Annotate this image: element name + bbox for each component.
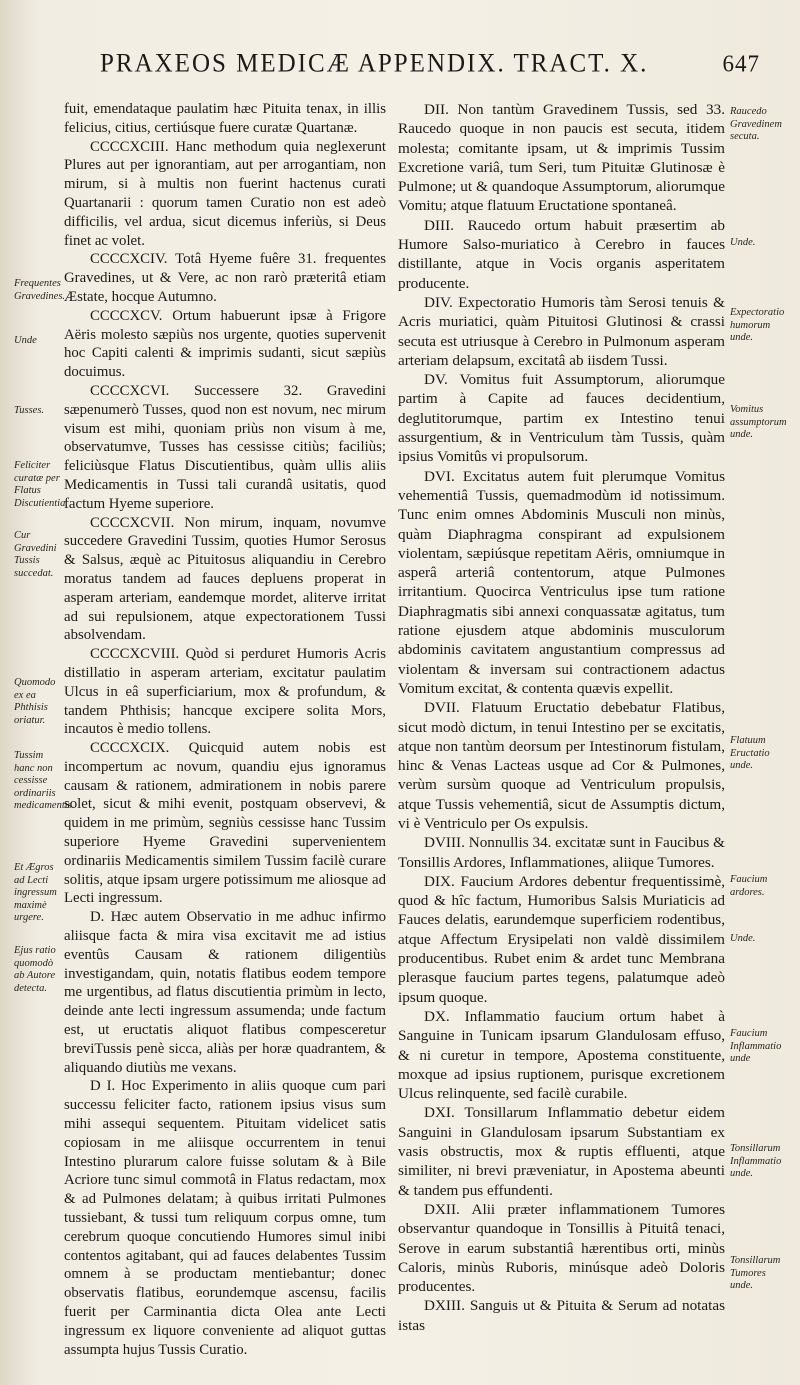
paragraph: DIX. Faucium Ardores debentur frequentissimè, quod & hîc factum, Humoribus Salsis Muriaticis ad Fauces delatis, earundemque superficiem rodentibus, atque Affectum Erysipelati non valdè dissimilem producentibus. Rubet enim & ardet tunc Membrana plerasque faucium partes tegens, palatumque adeò ipsum quoque.	[398, 872, 725, 1006]
margin-note-left: Unde	[14, 335, 37, 346]
margin-note-left: Ejus ratio quomodò ab Autore detecta.	[14, 945, 56, 994]
paragraph: DVIII. Nonnullis 34. excitatæ sunt in Faucibus & Tonsillis Ardores, Inflammationes, aliique Tumores.	[398, 834, 725, 871]
paragraph: CCCCXCVIII. Quòd si perduret Humoris Acris distillatio in asperam arteriam, excitatur paulatim Ulcus in eâ superficiarium, mox & profundum, & tandem Phthisis; hancque excipere solita Mors, incautos è medio tollens.	[64, 646, 386, 738]
paragraph: CCCCXCIX. Quicquid autem nobis est incompertum ac novum, quandiu ejus ignoramus causam & rationem, admirationem in nobis parere solet, sicut & mihi evenit, postquam observevi, & quidem in me primùm, segniùs cessisse hanc Tussim superiore Hyeme Gravedini supervenientem ordinariis Medicamentis similem Tussim facilè curare solitis, atque ipsam urgere potissimum me aliosque ad Lecti ingressum.	[64, 740, 386, 907]
paragraph: DVI. Excitatus autem fuit plerumque Vomitus vehementiâ Tussis, quemadmodùm id notissimum. Tunc enim omnes Abdominis Musculi non minùs, quàm Diaphragma conspirant ad expulsionem violentam, sæpiúsque repetitam Aëris, omniumque in asperâ arteriâ contentorum, atque Pulmones irritantium. Quocirca Ventriculus ipse tum ratione Diaphragmatis sibi annexi conquassatæ agitatus, tum ratione ejusdem atque abdominis musculorum abdominis cavitatem angustantium compressus ad violentam & inversam sui contractionem adactus Vomitum excitat, & contenta quævis expellit.	[398, 467, 725, 697]
running-title: PRAXEOS MEDICÆ APPENDIX. TRACT. X.	[100, 49, 649, 78]
paragraph: CCCCXCIII. Hanc methodum quia neglexerunt Plures aut per ignorantiam, aut per arrogantiam, non mirum, si à multis non fuerint hactenus curati Quartanarii : quorum tamen Curatio non est adeò difficilis, vel ardua, sicut dicemus inferiùs, si Deus finet ac volet.	[64, 138, 386, 249]
paragraph: CCCCXCVII. Non mirum, inquam, novumve succedere Gravedini Tussim, quoties Humor Serosus & Salsus, æquè ac Pituitosus aliquandiu in Cerebro moratus tandem ad fauces depluens properat in asperam arteriam, eandemque mordet, aliterve irritat ad sui repulsionem, atque expectorationem Tussi absolvendam.	[64, 514, 386, 644]
paragraph: DXIII. Sanguis ut & Pituita & Serum ad notatas istas	[398, 1297, 725, 1334]
margin-note-right: Raucedo Gravedinem secuta.	[730, 106, 782, 142]
margin-note-right: Unde.	[730, 237, 756, 248]
paragraph: CCCCXCV. Ortum habuerunt ipsæ à Frigore Aëris molesto sæpiùs nos urgente, quoties supervenit hoc Capiti calenti & imprimis sudanti, sicut sæpiùs docuimus.	[64, 307, 386, 381]
margin-note-right: Faucium Inflammatio unde	[730, 1028, 782, 1064]
margin-note-left: Tusses.	[14, 405, 45, 416]
margin-note-right: Faucium ardores.	[730, 874, 768, 898]
paragraph: D. Hæc autem Observatio in me adhuc infirmo aliisque facta & mira visa excitavit me ad istius eventûs Causam & rationem diligentiùs investigandam, quin, notatis flatibus eodem tempore me urgentibus, ad flatus discutientia primùm in lecto, deinde ante lecti ingressum assumenda; unde factum est, ut eructatis aliquot flatibus compesceretur breviTussis penè sicca, aliàs per horæ quadrantem, & aliquando diutiùs me vexans.	[64, 909, 386, 1076]
margin-note-left: Tussim hanc non cessisse ordinariis medicamentis.	[14, 750, 75, 811]
paragraph: DX. Inflammatio faucium ortum habet à Sanguine in Tunicam ipsarum Glandulosam effuso, & ni curetur in tempore, Apostema constituente, moxque ad ipsius ruptionem, purisque excretionem Ulcus relinquente, sed facilè curabile.	[398, 1007, 725, 1103]
margin-note-left: Feliciter curatæ per Flatus Discutientia.	[14, 460, 68, 509]
paragraph: DXI. Tonsillarum Inflammatio debetur eidem Sanguini in Glandulosam ipsarum Substantiam ex vasis obstructis, mox & ruptis effluenti, atque similiter, ni brevi præveniatur, in Apostema abeunti & tandem pus effundenti.	[398, 1104, 725, 1199]
paragraph: DXII. Alii præter inflammationem Tumores observantur quandoque in Tonsillis à Pituitâ tenaci, Serove in earum substantiâ hærentibus orti, minùs Caloris, minùs Ruboris, minúsque adeò Doloris producentes.	[398, 1200, 725, 1296]
paragraph: DVII. Flatuum Eructatio debebatur Flatibus, sicut modò dictum, in tenui Intestino per se excitatis, atque non tantùm deorsum per Intestinorum fistulam, hinc & Venas Lacteas usque ad Cor & Pulmones, verùm sursùm quoque ad Ventriculum propulsis, atque Tussis vehementiâ, sicut de Assumptis dictum, vi è Ventriculo per Os expulsis.	[398, 699, 725, 832]
paragraph: CCCCXCIV. Totâ Hyeme fuêre 31. frequentes Gravedines, ut & Vere, ac non rarò præteritâ etiam Æstate, hocque Autumno.	[64, 251, 386, 305]
left-text-column	[64, 100, 386, 1359]
paragraph: D I. Hoc Experimento in aliis quoque cum pari successu feliciter facto, rationem ipsius visus sum mihi assequi sequentem. Pituitam videlicet satis copiosam in me aliisque occurrentem in tenui Intestino plurarum calore fuisse solutam & à Bile Acriore tunc simul commotâ in Flatus redactam, mox & ad Pulmones delatam; à quibus irritati Pulmones tussiebant, & tussi tum reliquum corpus omne, tum cerebrum quoque concutiendo Humores simul inibi contentos agitabant, qui ad fauces delabentes Tussim omnem à se productam mentiebantur; donec observatis flatibus, eorundemque ascensu, facilis fuerit per Carminantia dicta Olea ante Lecti ingressum ex liquore conveniente ad aliquot guttas assumpta hujus Tussis Curatio.	[64, 1078, 386, 1358]
margin-note-right: Tonsillarum Tumores unde.	[730, 1255, 781, 1291]
margin-note-right: Flatuum Eructatio unde.	[730, 735, 770, 771]
paragraph: DIV. Expectoratio Humoris tàm Serosi tenuis & Acris muriatici, quàm Pituitosi Glutinosi & crassi secuta est utriusque à Cerebro in Pulmonum asperam arteriam delapsum, excitatâ ab iisdem Tussi.	[398, 293, 725, 369]
margin-note-left: Et Ægros ad Lecti ingressum maximè urgere.	[14, 862, 57, 923]
paragraph: DII. Non tantùm Gravedinem Tussis, sed 33. Raucedo quoque in non paucis est secuta, itidem molesta; comitante ipsam, ut & imprimis Tussim Excretione variâ, tum Seri, tum Pituitæ Glutinosæ è Pulmone; ut & quandoque Assumptorum, aliorumque Vomitu; atque flatuum Eructatione spontaneâ.	[398, 101, 725, 215]
margin-note-right: Unde.	[730, 933, 756, 944]
margin-note-right: Tonsillarum Inflammatio unde.	[730, 1143, 782, 1179]
paragraph: DV. Vomitus fuit Assumptorum, aliorumque partim à Capite ad fauces decidentium, deglutitorumque, partim ex Intestino tenui assurgentium, & in Ventriculum tàm Tussis, quàm ipsius Vomitûs vi propulsorum.	[398, 371, 725, 466]
page-number: 647	[722, 50, 760, 77]
right-text-column	[398, 100, 725, 1335]
margin-note-left: Frequentes Gravedines.	[14, 278, 66, 302]
running-header	[100, 49, 760, 78]
margin-note-right: Vomitus assumptorum unde.	[730, 404, 787, 440]
paragraph: fuit, emendataque paulatim hæc Pituita tenax, in illis felicius, citius, certiúsque fuere curatæ Quartanæ.	[64, 101, 386, 136]
margin-note-left: Quomodo ex ea Phthisis oriatur.	[14, 677, 56, 726]
margin-note-left: Cur Gravedini Tussis succedat.	[14, 530, 57, 579]
paragraph: CCCCXCVI. Successere 32. Gravedini sæpenumerò Tusses, quod non est novum, nec mirum visum est mihi, quoniam priùs non visum à me, observatumve, Tusses has cessisse citiùs; faciliùs; feliciùsque Flatus Discutientibus, quàm ullis aliis Medicamentis in Tussi tali curandâ usitatis, quod factum Hyeme superiore.	[64, 382, 386, 512]
paragraph: DIII. Raucedo ortum habuit præsertim ab Humore Salso-muriatico à Cerebro in fauces distillante, atque in Vocis organis asperitatem producente.	[398, 216, 725, 292]
margin-note-right: Expectoratio humorum unde.	[730, 307, 785, 343]
